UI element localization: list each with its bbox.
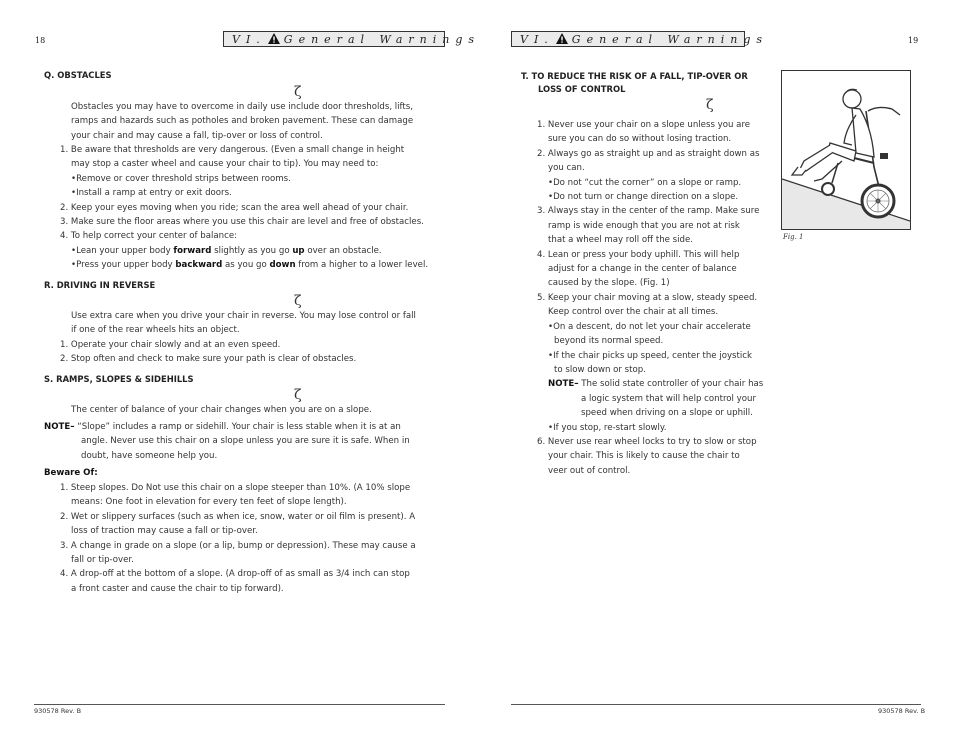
- list-item-cont: caused by the slope. (Fig. 1): [548, 278, 670, 289]
- text-line: The solid state controller of your chair has: [581, 379, 764, 390]
- right-footer-rule: [511, 704, 921, 705]
- note-label: NOTE–: [548, 379, 579, 390]
- text-line: “Slope” includes a ramp or sidehill. Your chair is less stable when it is at an: [77, 422, 401, 432]
- list-item-cont: veer out of control.: [548, 465, 631, 476]
- list-item-cont: your chair. This is likely to cause the chair to: [548, 451, 740, 462]
- list-item: 4. Lean or press your body uphill. This will help: [537, 249, 740, 260]
- list-item: 2. Always go as straight up and as straight down as: [537, 148, 760, 159]
- right-header-title: General Warnings: [571, 32, 769, 46]
- warning-symbol-icon: ζ: [706, 97, 714, 113]
- text-line: your chair and may cause a fall, tip-over or loss of control.: [71, 130, 323, 141]
- right-header-bar: [511, 31, 769, 47]
- wheelchair-illustration: [782, 71, 910, 229]
- list-item: 1. Be aware that thresholds are very dangerous. (Even a small change in height: [60, 145, 405, 155]
- right-header-prefix: VI.: [520, 32, 554, 46]
- warning-symbol-icon: ζ: [294, 387, 302, 403]
- section-s-note: [44, 420, 410, 463]
- list-item-cont: fall or tip-over.: [71, 555, 134, 566]
- list-item-cont: adjust for a change in the center of balance: [548, 264, 737, 275]
- bullet-item: •Do not turn or change direction on a slope.: [548, 192, 739, 203]
- list-item-cont: Keep control over the chair at all times.: [548, 307, 719, 318]
- text-line: a logic system that will help control your: [581, 393, 757, 404]
- left-footer-rule: [34, 704, 445, 705]
- text-line: speed when driving on a slope or uphill.: [581, 408, 753, 419]
- list-item: 3. A change in grade on a slope (or a lip, bump or depression). These may cause a: [60, 540, 416, 551]
- bullet-item: •Install a ramp at entry or exit doors.: [71, 188, 232, 199]
- warning-symbol-icon: ζ: [294, 293, 302, 309]
- section-s-heading: S. RAMPS, SLOPES & SIDEHILLS: [44, 374, 194, 384]
- bullet-item: •Do not “cut the corner” on a slope or ramp.: [548, 177, 742, 188]
- warning-triangle-icon: [556, 33, 568, 45]
- section-s-list: [60, 481, 416, 596]
- list-item-cont: sure you can do so without losing traction.: [548, 134, 732, 145]
- figure-caption: Fig. 1: [783, 233, 804, 241]
- bullet-item: •On a descent, do not let your chair accelerate: [548, 321, 751, 332]
- warning-triangle-icon: [268, 33, 280, 45]
- right-footer-text: 930578 Rev. B: [878, 707, 926, 715]
- bullet-item: •If the chair picks up speed, center the joystick: [548, 350, 752, 361]
- text-line: if one of the rear wheels hits an object.: [71, 325, 240, 336]
- list-item: 2. Keep your eyes moving when you ride; scan the area well ahead of your chair.: [60, 202, 409, 213]
- bullet-item-cont: beyond its normal speed.: [554, 336, 664, 347]
- heading-line: LOSS OF CONTROL: [538, 84, 626, 94]
- right-page-number: 19: [908, 36, 919, 45]
- bullet-item: •If you stop, re-start slowly.: [548, 422, 667, 433]
- section-r-intro: [71, 309, 416, 338]
- section-t-heading: [521, 70, 748, 96]
- left-header-bar: [223, 31, 481, 47]
- list-item: 2. Stop often and check to make sure your path is clear of obstacles.: [60, 354, 357, 365]
- list-item: 3. Make sure the floor areas where you use this chair are level and free of obstacles.: [60, 217, 424, 228]
- list-item-cont: may stop a caster wheel and cause your chair to tip). You may need to:: [71, 159, 379, 170]
- section-t-list: [537, 118, 763, 478]
- section-s-intro: The center of balance of your chair changes when you are on a slope.: [71, 405, 372, 415]
- text-line: Use extra care when you drive your chair in reverse. You may lose control or fall: [71, 311, 416, 321]
- list-item-cont: that a wheel may roll off the side.: [548, 235, 693, 246]
- list-item: 2. Wet or slippery surfaces (such as when ice, snow, water or oil film is present). A: [60, 511, 416, 522]
- bullet-item-forward: •Lean your upper body forward slightly as you go up over an obstacle.: [71, 245, 382, 256]
- left-header-prefix: VI.: [232, 32, 266, 46]
- warning-symbol-icon: ζ: [294, 84, 302, 100]
- list-item-cont: means: One foot in elevation for every ten feet of slope length).: [71, 497, 347, 508]
- text-line: Obstacles you may have to overcome in daily use include door thresholds, lifts,: [71, 102, 414, 112]
- list-item: 1. Operate your chair slowly and at an even speed.: [60, 340, 281, 350]
- text-line: doubt, have someone help you.: [81, 450, 218, 461]
- bullet-item-cont: to slow down or stop.: [554, 364, 646, 375]
- section-q-list: [60, 143, 428, 273]
- section-q-heading: Q. OBSTACLES: [44, 70, 112, 80]
- text-line: angle. Never use this chair on a slope unless you are sure it is safe. When in: [81, 436, 410, 447]
- list-item-cont: a front caster and cause the chair to tip forward).: [71, 583, 284, 594]
- figure-wheelchair-slope: [781, 70, 911, 230]
- bullet-item: •Remove or cover threshold strips between rooms.: [71, 173, 291, 184]
- list-item: 4. To help correct your center of balance:: [60, 231, 238, 242]
- list-item-cont: ramp is wide enough that you are not at risk: [548, 220, 740, 231]
- list-item-cont: you can.: [548, 163, 585, 174]
- note-label: NOTE–: [44, 422, 75, 432]
- list-item: 1. Never use your chair on a slope unless you are: [537, 120, 751, 130]
- left-footer-text: 930578 Rev. B: [34, 707, 82, 715]
- list-item: 3. Always stay in the center of the ramp. Make sure: [537, 206, 760, 217]
- heading-line: T. TO REDUCE THE RISK OF A FALL, TIP-OVER OR: [521, 71, 748, 81]
- section-q-intro: [71, 100, 413, 143]
- section-r-heading: R. DRIVING IN REVERSE: [44, 280, 156, 290]
- beware-heading: Beware Of:: [44, 468, 98, 478]
- text-line: ramps and hazards such as potholes and broken pavement. These can damage: [71, 116, 414, 127]
- bullet-item-backward: •Press your upper body backward as you go down from a higher to a lower level.: [71, 260, 429, 271]
- section-r-list: [60, 338, 356, 367]
- list-item: 4. A drop-off at the bottom of a slope. (A drop-off of as small as 3/4 inch can stop: [60, 569, 410, 580]
- left-header-title: General Warnings: [283, 32, 481, 46]
- list-item: 1. Steep slopes. Do Not use this chair on a slope steeper than 10%. (A 10% slope: [60, 483, 411, 493]
- left-page-number: 18: [35, 36, 46, 45]
- list-item: 5. Keep your chair moving at a slow, steady speed.: [537, 292, 758, 303]
- list-item: 6. Never use rear wheel locks to try to slow or stop: [537, 436, 757, 447]
- list-item-cont: loss of traction may cause a fall or tip-over.: [71, 526, 258, 537]
